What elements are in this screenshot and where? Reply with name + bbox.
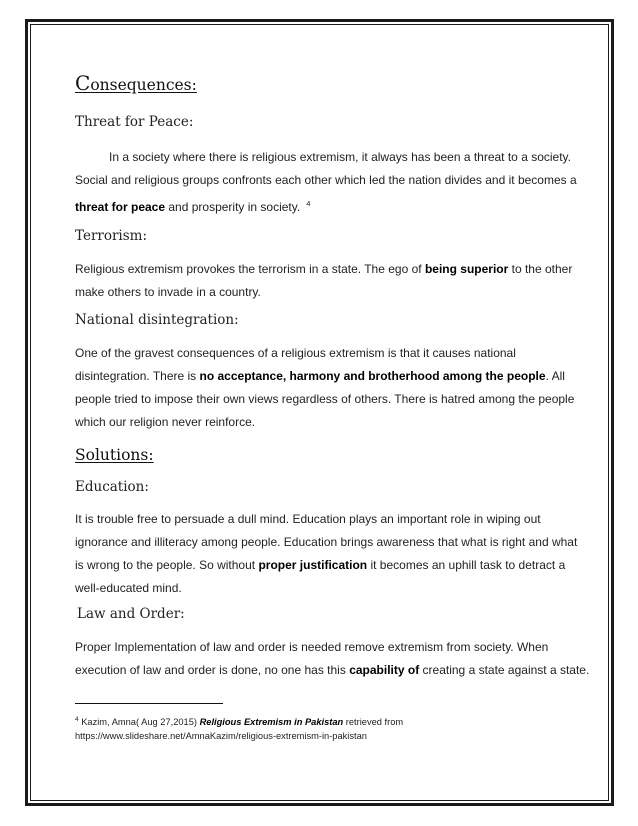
terrorism-heading: Terrorism: [75,228,148,244]
footnote-reference[interactable]: 4 [306,199,311,208]
law-and-order-paragraph: Proper Implementation of law and order is needed remove extremism from society. When execution of law and order is done, no one has this capability of creating a state against a state. [75,640,590,677]
solutions-heading: Solutions: [75,446,154,464]
consequences-heading: Consequences: [75,71,197,95]
threat-for-peace-heading: Threat for Peace: [75,114,194,130]
threat-for-peace-paragraph: In a society where there is religious extremism, it always has been a threat to a society. Social and religious groups confronts each other which led the nation divides and it becomes a threat for peace and prosperity in society. $^4$ [75,150,577,214]
national-disintegration-paragraph: One of the gravest consequences of a religious extremism is that it causes national disintegration. There is no acceptance, harmony and brotherhood among the people. All people tried to impose their own views regardless of others. There is hatred among the people which our religion never reinforce. [75,346,575,429]
footnote-source-title: Religious Extremism in Pakistan [199,717,344,728]
education-paragraph: It is trouble free to persuade a dull mind. Education plays an important role in wiping out ignorance and illiteracy among people. Education brings awareness that what is right and what is wrong to the people. So without proper justification it becomes an uphill task to detract a well-educated mind. [75,512,578,595]
national-disintegration-heading: National disintegration: [75,312,239,328]
footnote: $^4$ Kazim, Amna( Aug 27,2015) Religious Extremism in Pakistan retrieved from https://www.slideshare.net/AmnaKazim/religious-extremism-in-pakistan [75,716,404,742]
education-heading: Education: [75,479,149,495]
law-and-order-heading: Law and Order: [77,606,185,622]
footnote-separator [75,703,223,704]
terrorism-paragraph: Religious extremism provokes the terrorism in a state. The ego of being superior to the other make others to invade in a country. [75,262,573,299]
footnote-url-link[interactable]: https://www.slideshare.net/AmnaKazim/religious-extremism-in-pakistan [75,731,367,742]
